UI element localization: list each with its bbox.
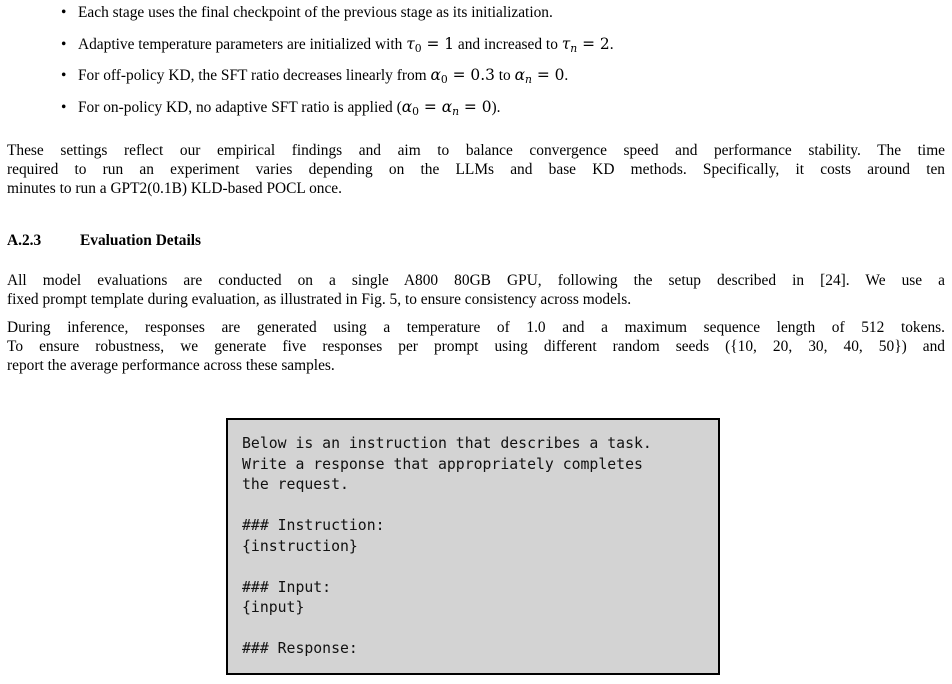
inference-paragraph <box>7 318 945 375</box>
bullet-text-mid: to <box>494 67 515 84</box>
bullet-item-2 <box>60 35 940 54</box>
section-heading <box>7 231 201 250</box>
bullet-item-3 <box>60 66 940 85</box>
prompt-line: {input} <box>242 599 305 616</box>
bullet-text: Each stage uses the final checkpoint of the previous stage as its initialization. <box>78 4 553 21</box>
evaluation-paragraph <box>7 271 945 309</box>
bullet-text-pre: For on-policy KD, no adaptive SFT ratio is applied ( <box>78 98 402 116</box>
bullet-text-pre: Adaptive temperature parameters are initialized with <box>78 35 407 53</box>
paragraph-line: minutes to run a GPT2(0.1B) KLD-based POCL once. <box>7 180 342 197</box>
prompt-line: the request. <box>242 476 349 493</box>
settings-bullet-list <box>60 3 940 129</box>
settings-paragraph <box>7 141 945 198</box>
bullet-text-post: . <box>564 67 569 84</box>
prompt-line: ### Input: <box>242 578 332 596</box>
section-number: A.2.3 <box>7 232 42 249</box>
prompt-line: ### Response: <box>242 640 358 657</box>
paragraph-line: To ensure robustness, we generate five responses per prompt using different random seeds ({10, 20, 30, 40, 50}) and <box>7 338 945 355</box>
bullet-text-mid: and increased to <box>454 35 562 53</box>
math-alpha-n: $\alpha_n = 0$ <box>441 97 492 118</box>
paragraph-line: required to run an experiment varies depending on the LLMs and base KD methods. Specifically, it costs around ten <box>7 161 945 178</box>
bullet-dot: • <box>61 67 67 84</box>
math-alpha-0: $\alpha_0 = 0.3$ <box>430 66 495 86</box>
paragraph-line: All model evaluations are conducted on a single A800 80GB GPU, following the setup described in [24]. We use a <box>7 272 945 289</box>
bullet-item-4 <box>60 98 940 117</box>
bullet-text-post: ). <box>491 98 501 116</box>
bullet-item-1 <box>60 3 940 22</box>
prompt-template-text <box>242 434 652 660</box>
bullet-text-pre: For off-policy KD, the SFT ratio decreases linearly from <box>78 67 431 84</box>
prompt-template-figure <box>226 418 720 675</box>
math-alpha-0: $\alpha_0$ = <box>401 97 442 118</box>
bullet-text-post: . <box>609 35 614 53</box>
bullet-dot: • <box>61 98 67 116</box>
prompt-line: Write a response that appropriately completes <box>242 455 643 473</box>
section-title: Evaluation Details <box>80 232 201 249</box>
prompt-line: Below is an instruction that describes a task. <box>242 435 652 452</box>
math-tau-n: $\tau_n = 2$ <box>561 34 610 55</box>
prompt-line: ### Instruction: <box>242 517 385 534</box>
paragraph-line: During inference, responses are generated using a temperature of 1.0 and a maximum sequence length of 512 tokens. <box>7 319 945 336</box>
paragraph-line: fixed prompt template during evaluation, as illustrated in Fig. 5, to ensure consistency across models. <box>7 291 632 308</box>
paragraph-line: report the average performance across these samples. <box>7 357 335 374</box>
paragraph-line: These settings reflect our empirical findings and aim to balance convergence speed and performance stability. The time <box>7 142 945 159</box>
prompt-line: {instruction} <box>242 537 358 555</box>
math-tau-0: $\tau_0 = 1$ <box>406 34 455 55</box>
bullet-dot: • <box>61 35 67 53</box>
math-alpha-n: $\alpha_n = 0$ <box>514 66 565 86</box>
bullet-dot: • <box>61 4 67 21</box>
